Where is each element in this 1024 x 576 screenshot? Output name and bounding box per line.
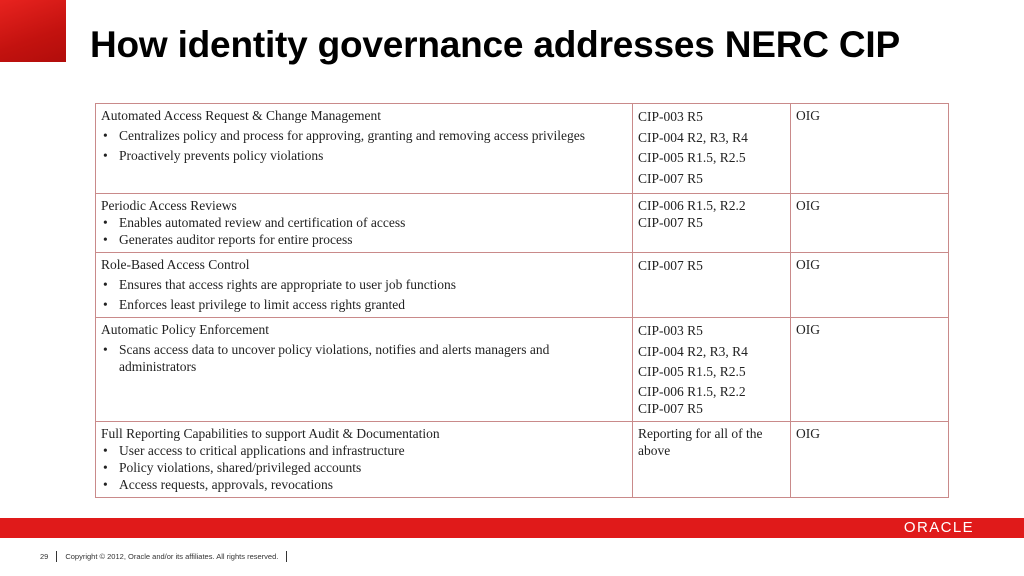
cip-requirement: CIP-007 R5: [638, 258, 703, 273]
cip-requirement: CIP-004 R2, R3, R4: [638, 129, 748, 145]
capability-heading: Automatic Policy Enforcement: [101, 322, 269, 337]
capability-bullet: • Policy violations, shared/privileged accounts: [101, 459, 627, 476]
table-row: [96, 253, 949, 318]
tool-name: OIG: [796, 198, 820, 213]
capability-bullet: • Ensures that access rights are appropriate to user job functions: [101, 276, 627, 293]
capability-cell: [96, 104, 633, 194]
capability-heading: Automated Access Request & Change Management: [101, 108, 382, 123]
footer-red-bar: [0, 518, 1024, 538]
cip-requirement: Reporting for all of the above: [638, 425, 763, 458]
tool-name: OIG: [796, 108, 820, 123]
tool-name: OIG: [796, 425, 820, 441]
footer-divider: [56, 551, 57, 562]
capability-heading: Full Reporting Capabilities to support Audit & Documentation: [101, 425, 440, 441]
table-row: [96, 104, 949, 194]
cip-requirements-cell: [633, 194, 791, 253]
cip-requirements-cell: [633, 104, 791, 194]
page-number: 29: [40, 552, 49, 561]
copyright-text: Copyright © 2012, Oracle and/or its affiliates. All rights reserved.: [65, 552, 279, 561]
capability-bullet: • Centralizes policy and process for approving, granting and removing access privileges: [101, 127, 627, 144]
capability-bullet: • Enables automated review and certification of access: [101, 214, 627, 231]
capability-heading: Role-Based Access Control: [101, 257, 250, 272]
governance-table: [95, 103, 949, 498]
cip-requirement: CIP-006 R1.5, R2.2: [638, 198, 746, 213]
capability-bullet: • User access to critical applications and infrastructure: [101, 442, 627, 459]
slide-footer: [40, 551, 295, 562]
table-row: [96, 421, 949, 497]
tool-name: OIG: [796, 322, 820, 337]
cip-requirement: CIP-007 R5: [638, 400, 703, 416]
capability-bullet: • Access requests, approvals, revocations: [101, 476, 627, 493]
cip-requirement: CIP-005 R1.5, R2.5: [638, 150, 746, 165]
tool-cell: [791, 421, 949, 497]
capability-cell: [96, 318, 633, 422]
table-row: [96, 318, 949, 422]
capability-bullets: [101, 214, 627, 248]
tool-cell: [791, 318, 949, 422]
capability-bullet: • Enforces least privilege to limit access rights granted: [101, 296, 627, 313]
capability-bullets: [101, 276, 627, 313]
capability-bullets: [101, 442, 627, 493]
cip-requirements-cell: [633, 421, 791, 497]
cip-requirement: CIP-003 R5: [638, 109, 703, 124]
oracle-logo: ORACLE: [903, 519, 974, 536]
corner-accent-block: [0, 0, 66, 62]
cip-requirements-cell: [633, 318, 791, 422]
cip-requirement: CIP-006 R1.5, R2.2: [638, 383, 746, 399]
tool-cell: [791, 253, 949, 318]
cip-requirements-cell: [633, 253, 791, 318]
cip-requirement: CIP-005 R1.5, R2.5: [638, 364, 746, 379]
capability-bullet: • Proactively prevents policy violations: [101, 147, 627, 164]
cip-requirement: CIP-007 R5: [638, 215, 703, 230]
tool-name: OIG: [796, 257, 820, 272]
capability-bullets: [101, 127, 627, 164]
cip-requirement: CIP-007 R5: [638, 170, 703, 186]
table-row: [96, 194, 949, 253]
capability-cell: [96, 253, 633, 318]
capability-heading: Periodic Access Reviews: [101, 198, 237, 213]
capability-bullet: • Scans access data to uncover policy violations, notifies and alerts managers and administrators: [101, 341, 627, 375]
cip-requirement: CIP-003 R5: [638, 323, 703, 338]
footer-divider: [286, 551, 287, 562]
capability-bullet: • Generates auditor reports for entire process: [101, 231, 627, 248]
cip-requirement: CIP-004 R2, R3, R4: [638, 343, 748, 359]
tool-cell: [791, 104, 949, 194]
capability-bullets: [101, 341, 627, 375]
tool-cell: [791, 194, 949, 253]
slide-title: How identity governance addresses NERC CIP: [90, 24, 900, 65]
capability-cell: [96, 194, 633, 253]
capability-cell: [96, 421, 633, 497]
